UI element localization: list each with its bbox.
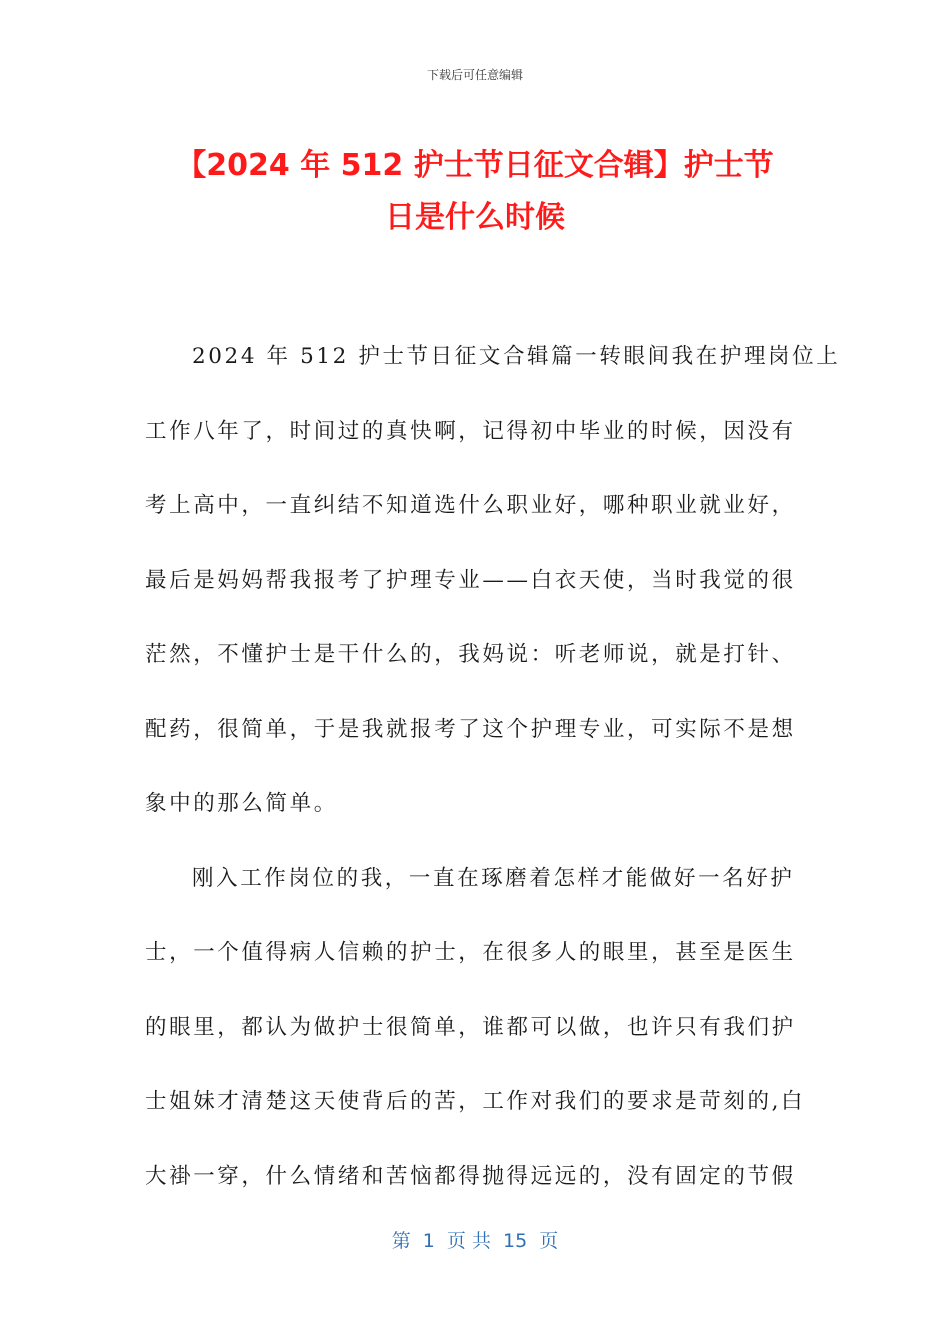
paragraph-line: 象中的那么简单。 bbox=[145, 791, 338, 816]
paragraph-line: 士姐妹才清楚这天使背后的苦，工作对我们的要求是苛刻的,白 bbox=[145, 1089, 806, 1114]
title-line-2: 日是什么时候 bbox=[385, 200, 565, 235]
paragraph-line: 考上高中，一直纠结不知道选什么职业好，哪种职业就业好， bbox=[145, 493, 796, 518]
download-note: 下载后可任意编辑 bbox=[426, 68, 523, 82]
paragraph-line: 2024 年 512 护士节日征文合辑篇一转眼间我在护理岗位上 bbox=[192, 344, 841, 369]
page-number: 第 1 页 共 15 页 bbox=[391, 1230, 559, 1252]
title-line-1: 【2024 年 512 护士节日征文合辑】护士节 bbox=[176, 148, 774, 183]
paragraph-line: 茫然，不懂护士是干什么的，我妈说：听老师说，就是打针、 bbox=[145, 642, 796, 667]
paragraph-line: 配药，很简单，于是我就报考了这个护理专业，可实际不是想 bbox=[145, 716, 796, 742]
paragraph-line: 士，一个值得病人信赖的护士，在很多人的眼里，甚至是医生 bbox=[145, 940, 796, 965]
document-title bbox=[145, 140, 805, 244]
paragraph-line: 工作八年了，时间过的真快啊，记得初中毕业的时候，因没有 bbox=[145, 418, 796, 444]
paragraph-line: 的眼里，都认为做护士很简单，谁都可以做，也许只有我们护 bbox=[145, 1014, 796, 1040]
document-body bbox=[145, 320, 841, 1214]
paragraph-1 bbox=[145, 320, 841, 842]
paragraph-2 bbox=[145, 842, 805, 1215]
paragraph-line: 大褂一穿，什么情绪和苦恼都得抛得远远的，没有固定的节假 bbox=[145, 1163, 796, 1189]
paragraph-line: 刚入工作岗位的我，一直在琢磨着怎样才能做好一名好护 bbox=[192, 865, 795, 891]
paragraph-line: 最后是妈妈帮我报考了护理专业——白衣天使，当时我觉的很 bbox=[145, 567, 796, 593]
